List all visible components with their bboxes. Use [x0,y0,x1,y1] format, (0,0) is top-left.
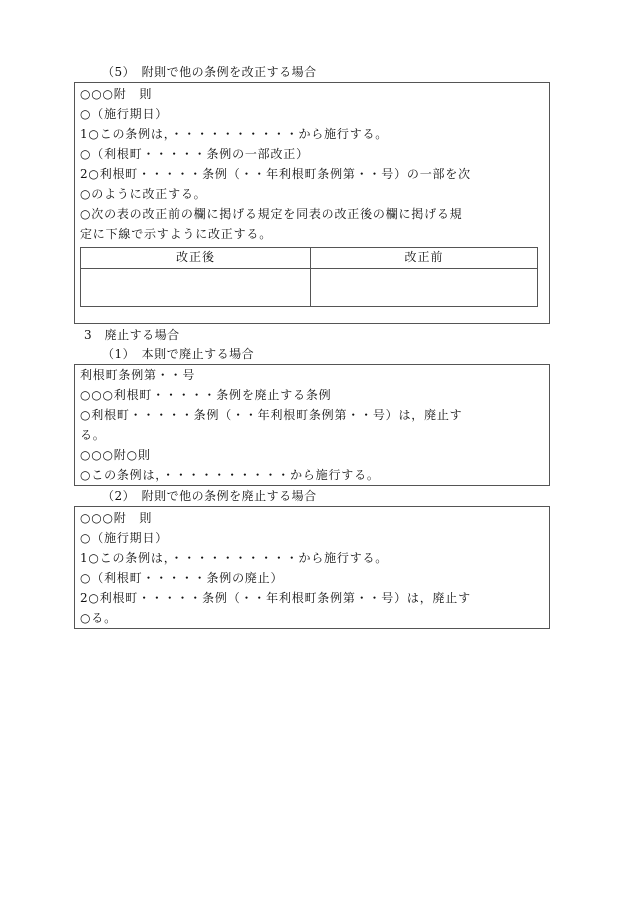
section-5-heading: （5） 附則で他の条例を改正する場合 [102,65,317,79]
s1-line-6: ○この条例は，・・・・・・・・・・から施行する。 [80,468,380,482]
s5-line-2: ○（施行期日） [80,107,169,121]
s5-line-8: 定に下線で示すように改正する。 [80,227,273,241]
subsection-2-heading: （2） 附則で他の条例を廃止する場合 [102,489,317,503]
subsection-1-box [74,364,550,486]
s5-line-7: ○次の表の改正前の欄に掲げる規定を同表の改正後の欄に掲げる規 [80,207,463,221]
subsection-2-box [74,506,550,629]
comparison-header-before: 改正前 [404,250,444,264]
section-5-box [74,82,550,324]
s2-line-4: ○（利根町・・・・・条例の廃止） [80,571,284,585]
s1-line-2: ○○○利根町・・・・・条例を廃止する条例 [80,388,332,402]
s2-line-5: 2○利根町・・・・・条例（・・年利根町条例第・・号）は，廃止す [80,591,471,605]
s1-line-4: る。 [80,428,106,442]
s2-line-2: ○（施行期日） [80,531,169,545]
s2-line-6: ○る。 [80,611,117,625]
comparison-cell-after [81,269,310,306]
s1-line-5: ○○○附○則 [80,448,151,462]
s2-line-3: 1○この条例は，・・・・・・・・・・から施行する。 [80,551,389,565]
s5-line-3: 1○この条例は，・・・・・・・・・・から施行する。 [80,127,389,141]
s5-line-4: ○（利根町・・・・・条例の一部改正） [80,147,309,161]
section-3-heading: 3 廃止する場合 [84,328,180,342]
comparison-header-after: 改正後 [175,250,215,264]
comparison-cell-before [311,269,537,306]
s2-line-1: ○○○附 則 [80,511,153,525]
s1-line-3: ○利根町・・・・・条例（・・年利根町条例第・・号）は，廃止す [80,408,463,422]
s5-line-1: ○○○附 則 [80,87,153,101]
comparison-table [80,247,538,307]
subsection-1-heading: （1） 本則で廃止する場合 [102,347,255,361]
s5-line-6: ○のように改正する。 [80,187,207,201]
s5-line-5: 2○利根町・・・・・条例（・・年利根町条例第・・号）の一部を次 [80,167,471,181]
s1-line-1: 利根町条例第・・号 [80,368,196,382]
